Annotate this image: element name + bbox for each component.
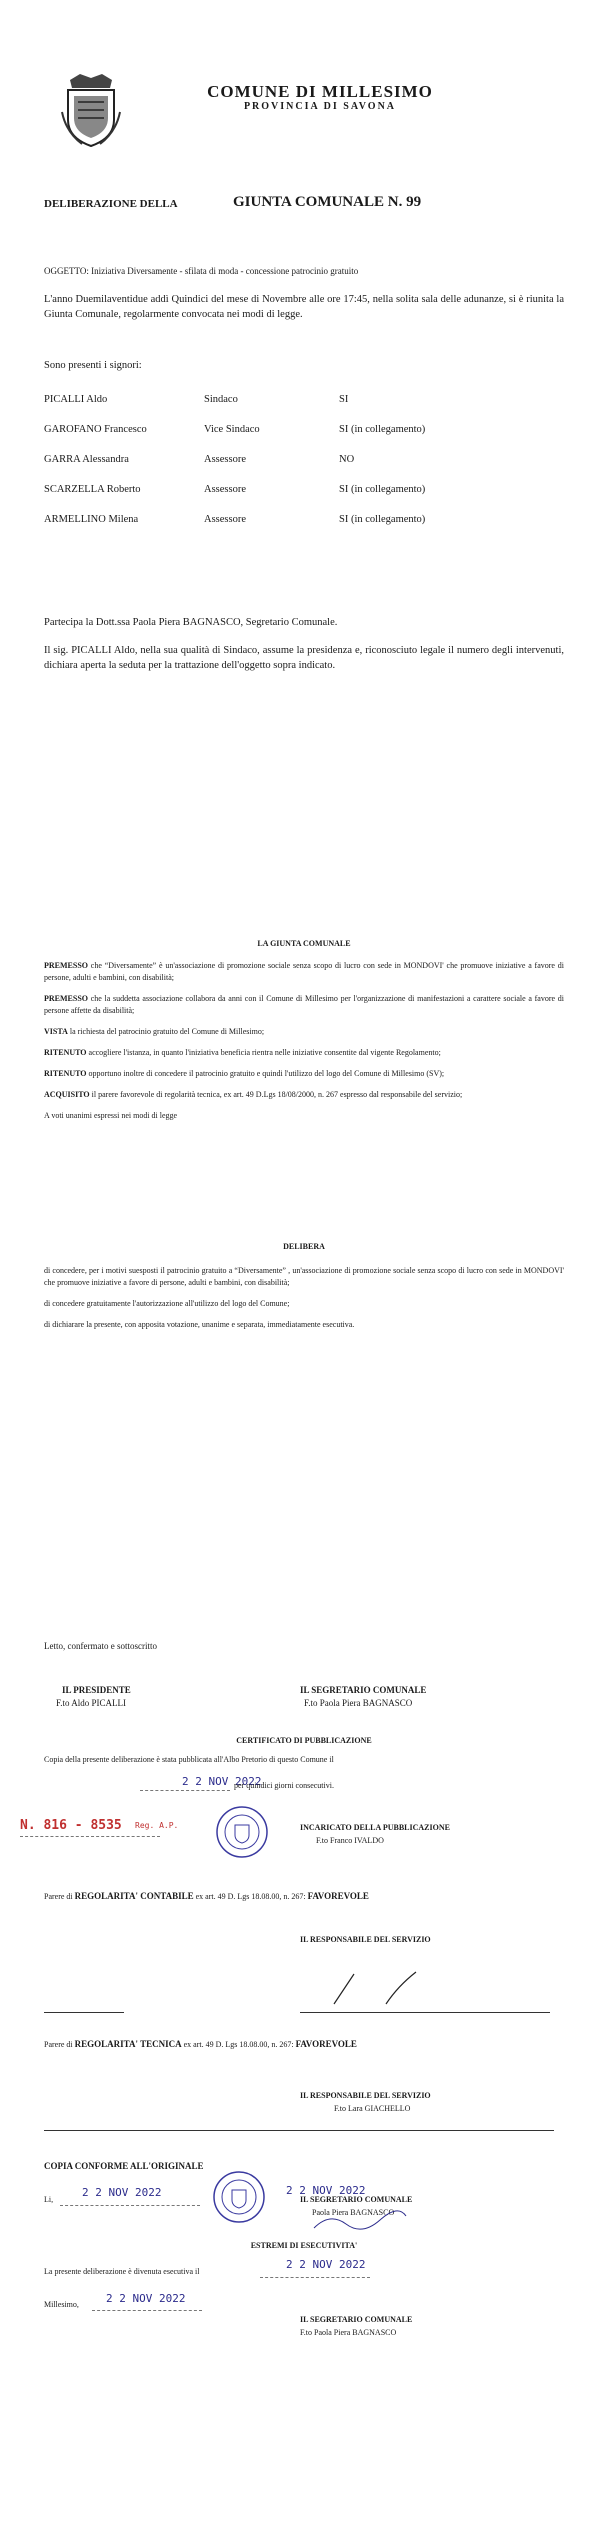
copia-segr-label: IL SEGRETARIO COMUNALE — [300, 2195, 413, 2204]
esecutivita-title: ESTREMI DI ESECUTIVITA' — [250, 2241, 358, 2250]
intro-paragraph: L'anno Duemilaventidue addì Quindici del mese di Novembre alle ore 17:45, nella solita sala delle adunanze, si è riunita la Giunta Comunale, regolarmente convocata nei modi di legge. — [44, 294, 564, 320]
copia-li-label: Li, — [44, 2195, 54, 2204]
esecutivita-date: 2 2 NOV 2022 — [286, 2258, 366, 2271]
comune-title: COMUNE DI MILLESIMO — [207, 82, 433, 101]
separator-line — [44, 2130, 554, 2131]
oggetto: OGGETTO: Iniziativa Diversamente - sfilata di moda - concessione patrocinio gratuito — [44, 266, 359, 276]
date-dotted-line — [92, 2310, 202, 2311]
separator-line — [300, 2012, 550, 2013]
member-row — [44, 482, 564, 512]
date-dotted-line — [60, 2205, 200, 2206]
coat-of-arms-icon — [60, 72, 122, 150]
delibera-item: di dichiarare la presente, con apposita votazione, unanime e separata, immediatamente esecutiva. — [44, 1320, 355, 1329]
provincia-subtitle: PROVINCIA DI SAVONA — [243, 101, 397, 112]
member-role: Vice Sindaco — [204, 424, 260, 435]
pubblicazione-text: Copia della presente deliberazione è stata pubblicata all'Albo Pretorio di questo Comune il — [44, 1755, 334, 1764]
reg-number: N. 816 - 8535 — [20, 1818, 122, 1833]
member-row — [44, 392, 564, 422]
esecutivita-luogo: Millesimo, — [44, 2300, 79, 2309]
reg-label: Reg. A.P. — [135, 1821, 179, 1830]
premessa-item: PREMESSO che “Diversamente” è un'associazione di promozione sociale senza scopo di lucro con sede in MONDOVI' che promuove iniziative a favore di persone, adulti e bambini, con disabilità; — [44, 961, 564, 982]
incaricato-name: F.to Franco IVALDO — [316, 1836, 384, 1845]
presenti-label: Sono presenti i signori: — [44, 360, 142, 371]
segretario-label: IL SEGRETARIO COMUNALE — [300, 1685, 427, 1695]
premessa-item: VISTA la richiesta del patrocinio gratuito del Comune di Millesimo; — [44, 1027, 265, 1036]
member-presence: SI (in collegamento) — [339, 424, 426, 435]
copia-title: COPIA CONFORME ALL'ORIGINALE — [44, 2161, 204, 2171]
member-role: Assessore — [204, 454, 246, 465]
segretario-name: F.to Paola Piera BAGNASCO — [304, 1698, 413, 1708]
premessa-item: RITENUTO accogliere l'istanza, in quanto l'iniziativa beneficia rientra nelle iniziative consentite dal vigente Regolamento; — [44, 1048, 441, 1057]
member-name: GAROFANO Francesco — [44, 424, 147, 435]
member-row — [44, 422, 564, 452]
round-stamp-icon — [215, 1805, 269, 1859]
incaricato-label: INCARICATO DELLA PUBBLICAZIONE — [300, 1823, 450, 1832]
member-name: ARMELLINO Milena — [44, 514, 139, 525]
date-dotted-line — [260, 2277, 370, 2278]
pubblicazione-title: CERTIFICATO DI PUBBLICAZIONE — [236, 1736, 372, 1745]
presidente-name: F.to Aldo PICALLI — [56, 1698, 127, 1708]
member-row — [44, 512, 564, 542]
contabile-parere: Parere di REGOLARITA' CONTABILE ex art. 49 D. Lgs 18.08.00, n. 267: FAVOREVOLE — [44, 1891, 369, 1901]
esecutivita-text: La presente deliberazione è divenuta esecutiva il — [44, 2267, 200, 2276]
tecnica-resp-name: F.to Lara GIACHELLO — [334, 2104, 411, 2113]
round-stamp-icon — [212, 2170, 266, 2224]
presidente-label: IL PRESIDENTE — [62, 1685, 131, 1695]
copia-date: 2 2 NOV 2022 — [82, 2186, 162, 2199]
copia-date-2: 2 2 NOV 2022 — [286, 2184, 366, 2197]
delib-title: GIUNTA COMUNALE N. 99 — [233, 194, 422, 210]
member-presence: NO — [339, 454, 355, 465]
premessa-item: PREMESSO che la suddetta associazione collabora da anni con il Comune di Millesimo per l'organizzazione di manifestazioni a carattere sociale a favore di persone affette da disabilità; — [44, 994, 564, 1015]
tecnica-parere: Parere di REGOLARITA' TECNICA ex art. 49 D. Lgs 18.08.00, n. 267: FAVOREVOLE — [44, 2039, 357, 2049]
delib-label: DELIBERAZIONE DELLA — [44, 198, 178, 210]
member-presence: SI (in collegamento) — [339, 484, 426, 495]
member-row — [44, 452, 564, 482]
member-name: SCARZELLA Roberto — [44, 484, 141, 495]
segretario-paragraph: Partecipa la Dott.ssa Paola Piera BAGNASCO, Segretario Comunale. — [44, 617, 338, 628]
premesse-block — [44, 960, 564, 1131]
delibera-title: DELIBERA — [283, 1242, 325, 1251]
voti-line: A voti unanimi espressi nei modi di legge — [44, 1111, 178, 1120]
separator-line — [44, 2012, 124, 2013]
contabile-resp-label: IL RESPONSABILE DEL SERVIZIO — [300, 1935, 431, 1944]
pubblicazione-date: 2 2 NOV 2022 — [182, 1775, 262, 1788]
member-presence: SI (in collegamento) — [339, 514, 426, 525]
member-name: PICALLI Aldo — [44, 394, 108, 405]
presidenza-paragraph: Il sig. PICALLI Aldo, nella sua qualità di Sindaco, assume la presidenza e, riconosciuto legale il numero degli intervenuti, dichiara aperta la seduta per la trattazione dell'oggetto sopra indicato. — [44, 645, 564, 671]
letto-line: Letto, confermato e sottoscritto — [44, 1641, 157, 1651]
esecutivita-date-2: 2 2 NOV 2022 — [106, 2292, 186, 2305]
reg-dotted-line — [20, 1836, 160, 1837]
member-role: Assessore — [204, 484, 246, 495]
member-role: Sindaco — [204, 394, 238, 405]
esecutivita-segr-name: F.to Paola Piera BAGNASCO — [300, 2328, 397, 2337]
copia-segr-name: Paola Piera BAGNASCO — [312, 2208, 395, 2217]
premessa-item: ACQUISITO il parere favorevole di regolarità tecnica, ex art. 49 D.Lgs 18/08/2000, n. 267 espresso dal responsabile del servizio; — [44, 1090, 463, 1099]
member-presence: SI — [339, 394, 349, 405]
date-dotted-line — [140, 1790, 230, 1791]
premessa-item: RITENUTO opportuno inoltre di concedere il patrocinio gratuito e quindi l'utilizzo del logo del Comune di Millesimo (SV); — [44, 1069, 445, 1078]
delibera-item: di concedere, per i motivi suesposti il patrocinio gratuito a “Diversamente” , un'associazione di promozione sociale senza scopo di lucro con sede in MONDOVI' che promuove iniziative a favore di persone, adulti e bambini, con disabilità; — [44, 1266, 564, 1287]
delibera-item: di concedere gratuitamente l'autorizzazione all'utilizzo del logo del Comune; — [44, 1299, 290, 1308]
signature-icon — [310, 2210, 410, 2234]
member-role: Assessore — [204, 514, 246, 525]
tecnica-resp-label: IL RESPONSABILE DEL SERVIZIO — [300, 2091, 431, 2100]
signature-icon — [320, 1968, 440, 2008]
members-table — [44, 392, 564, 542]
member-name: GARRA Alessandra — [44, 454, 129, 465]
pubblicazione-days: per quindici giorni consecutivi. — [234, 1781, 334, 1790]
giunta-title: LA GIUNTA COMUNALE — [257, 939, 351, 948]
delibera-block — [44, 1265, 564, 1340]
esecutivita-segr-label: IL SEGRETARIO COMUNALE — [300, 2315, 413, 2324]
